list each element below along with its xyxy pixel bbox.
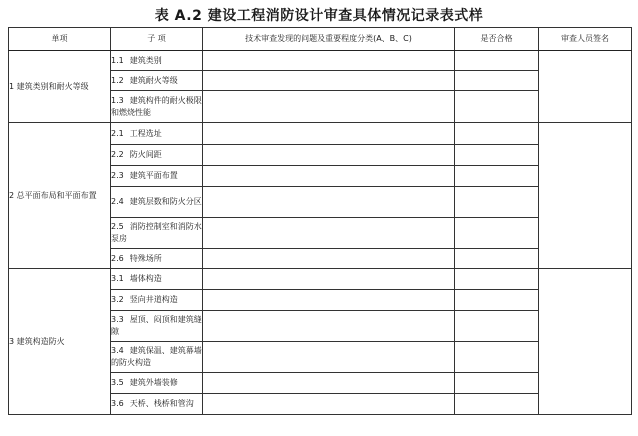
subitem-number: 2.6 — [111, 253, 124, 263]
subitem-text: 建筑类别 — [129, 55, 162, 65]
issues-cell[interactable] — [203, 166, 455, 187]
issues-cell[interactable] — [203, 269, 455, 290]
subitem-text: 建筑构件的耐火极限和燃烧性能 — [111, 95, 202, 117]
subitem-cell — [111, 342, 203, 373]
header-row — [9, 28, 632, 51]
conform-cell[interactable] — [455, 187, 539, 218]
subitem-text: 工程选址 — [129, 128, 162, 138]
header-signature: 审查人员签名 — [539, 28, 632, 51]
subitem-number: 3.2 — [111, 295, 124, 304]
header-issues: 技术审查发现的问题及重要程度分类(A、B、C) — [203, 28, 455, 51]
subitem-text: 屋顶、闷顶和建筑缝隙 — [111, 315, 202, 336]
issues-cell[interactable] — [203, 123, 455, 145]
subitem-number: 2.3 — [111, 171, 124, 180]
subitem-text: 消防控制室和消防水泵房 — [111, 222, 202, 243]
subitem-number: 3.3 — [111, 315, 124, 324]
subitem-cell — [111, 145, 203, 166]
subitem-number: 2.4 — [111, 197, 124, 206]
issues-cell[interactable] — [203, 187, 455, 218]
subitem-cell — [111, 290, 203, 311]
item-label: 1 建筑类别和耐火等级 — [9, 51, 111, 123]
subitem-text: 防火间距 — [129, 150, 162, 159]
conform-cell[interactable] — [455, 51, 539, 71]
header-conform: 是否合格 — [455, 28, 539, 51]
issues-cell[interactable] — [203, 91, 455, 123]
subitem-number: 2.1 — [111, 128, 124, 138]
subitem-cell — [111, 269, 203, 290]
issues-cell[interactable] — [203, 373, 455, 394]
conform-cell[interactable] — [455, 269, 539, 290]
issues-cell[interactable] — [203, 311, 455, 342]
conform-cell[interactable] — [455, 290, 539, 311]
conform-cell[interactable] — [455, 91, 539, 123]
subitem-text: 建筑保温、建筑幕墙的防火构造 — [111, 346, 202, 367]
subitem-cell — [111, 249, 203, 269]
issues-cell[interactable] — [203, 290, 455, 311]
review-record-table — [8, 27, 632, 415]
subitem-number: 3.1 — [111, 274, 124, 283]
subitem-cell — [111, 311, 203, 342]
subitem-number: 3.6 — [111, 399, 124, 408]
subitem-cell — [111, 373, 203, 394]
subitem-cell — [111, 123, 203, 145]
conform-cell[interactable] — [455, 145, 539, 166]
subitem-number: 3.5 — [111, 378, 124, 387]
header-subitem: 子 项 — [111, 28, 203, 51]
conform-cell[interactable] — [455, 71, 539, 91]
subitem-number: 2.5 — [111, 222, 124, 231]
subitem-cell — [111, 51, 203, 71]
issues-cell[interactable] — [203, 218, 455, 249]
subitem-number: 1.2 — [111, 75, 124, 85]
signature-cell[interactable] — [539, 51, 632, 123]
subitem-cell — [111, 218, 203, 249]
table-row — [9, 123, 632, 145]
item-label: 2 总平面布局和平面布置 — [9, 123, 111, 269]
subitem-cell — [111, 394, 203, 415]
subitem-text: 特殊场所 — [129, 253, 162, 263]
table-body — [9, 51, 632, 415]
issues-cell[interactable] — [203, 71, 455, 91]
issues-cell[interactable] — [203, 51, 455, 71]
subitem-number: 1.3 — [111, 95, 124, 105]
conform-cell[interactable] — [455, 249, 539, 269]
subitem-number: 2.2 — [111, 150, 124, 159]
conform-cell[interactable] — [455, 311, 539, 342]
signature-cell[interactable] — [539, 123, 632, 269]
subitem-cell — [111, 166, 203, 187]
subitem-cell — [111, 91, 203, 123]
table-title: 表 A.2 建设工程消防设计审查具体情况记录表式样 — [154, 8, 484, 24]
subitem-text: 竖向井道构造 — [129, 295, 178, 304]
subitem-cell — [111, 71, 203, 91]
header-item: 单项 — [9, 28, 111, 51]
subitem-text: 建筑耐火等级 — [129, 75, 178, 85]
subitem-cell — [111, 187, 203, 218]
subitem-text: 天桥、栈桥和管沟 — [129, 399, 194, 408]
subitem-text: 建筑外墙装修 — [129, 378, 178, 387]
issues-cell[interactable] — [203, 145, 455, 166]
subitem-number: 1.1 — [111, 55, 124, 65]
conform-cell[interactable] — [455, 123, 539, 145]
item-label: 3 建筑构造防火 — [9, 269, 111, 415]
conform-cell[interactable] — [455, 166, 539, 187]
signature-cell[interactable] — [539, 269, 632, 415]
issues-cell[interactable] — [203, 249, 455, 269]
conform-cell[interactable] — [455, 218, 539, 249]
table-row — [9, 269, 632, 290]
conform-cell[interactable] — [455, 342, 539, 373]
subitem-text: 墙体构造 — [129, 274, 162, 283]
subitem-number: 3.4 — [111, 346, 124, 355]
issues-cell[interactable] — [203, 394, 455, 415]
conform-cell[interactable] — [455, 373, 539, 394]
subitem-text: 建筑层数和防火分区 — [129, 197, 202, 206]
table-row — [9, 51, 632, 71]
issues-cell[interactable] — [203, 342, 455, 373]
subitem-text: 建筑平面布置 — [129, 171, 178, 180]
conform-cell[interactable] — [455, 394, 539, 415]
